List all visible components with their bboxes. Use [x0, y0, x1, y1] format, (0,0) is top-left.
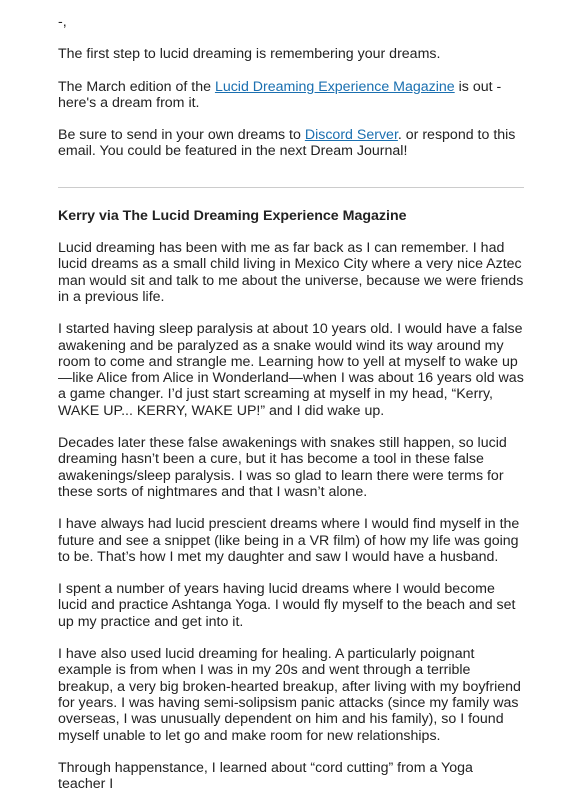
- send-text-after: . or respond to this email. You could be featured in the next Dream Journal!: [58, 127, 516, 160]
- intro-first-step: The first step to lucid dreaming is remembering your dreams.: [58, 46, 441, 63]
- article-paragraph: Lucid dreaming has been with me as far back as I can remember. I had lucid dreams as a small child living in Mexico City where a very nice Aztec man would sit and talk to me about the universe, because we were friends in a previous life.: [58, 240, 524, 305]
- article-paragraph: I have always had lucid prescient dreams where I would find myself in the future and see a snippet (like being in a VR film) of how my life was going to be. That’s how I met my daughter and saw I would have a husband.: [58, 516, 520, 565]
- article-paragraph: I have also used lucid dreaming for healing. A particularly poignant example is from when I was in my 20s and went through a terrible breakup, a very big broken-hearted breakup, after living with my boyfriend for years. I was having semi-solipsism panic attacks (since my family was overseas, I was unusually dependent on him and his family), so I found myself unable to let go and make room for new relationships.: [58, 646, 521, 744]
- email-body: [58, 14, 524, 792]
- article-heading: Kerry via The Lucid Dreaming Experience Magazine: [58, 207, 407, 224]
- send-text-before: Be sure to send in your own dreams to: [58, 127, 305, 144]
- march-text-after: is out - here's a dream from it.: [58, 78, 502, 111]
- article-paragraph: I started having sleep paralysis at about 10 years old. I would have a false awakening and be paralyzed as a snake would wind its way around my room to come and strangle me. Learning how to yell at myself to wake up—like Alice from Alice in Wonderland—when I was about 16 years old was a game changer. I’d just start screaming at myself in my head, “Kerry, WAKE UP... KERRY, WAKE UP!” and I did wake up.: [58, 321, 524, 419]
- article-paragraph: Decades later these false awakenings with snakes still happen, so lucid dreaming hasn’t been a cure, but it has become a tool in these false awakenings/sleep paralysis. I was so glad to learn there were terms for these sorts of nightmares and that I wasn’t alone.: [58, 435, 507, 500]
- section-divider: [58, 187, 524, 188]
- article-paragraph: Through happenstance, I learned about “cord cutting” from a Yoga teacher I: [58, 759, 473, 792]
- march-text-before: The March edition of the: [58, 78, 215, 95]
- top-mark: -,: [58, 14, 67, 30]
- discord-server-link[interactable]: Discord Server: [304, 127, 398, 144]
- intro-send-dreams: [58, 127, 524, 160]
- article-paragraph: I spent a number of years having lucid dreams where I would become lucid and practice Ashtanga Yoga. I would fly myself to the beach and set up my practice and get into it.: [58, 581, 516, 630]
- magazine-link[interactable]: Lucid Dreaming Experience Magazine: [214, 78, 455, 95]
- intro-march-edition: [58, 79, 524, 112]
